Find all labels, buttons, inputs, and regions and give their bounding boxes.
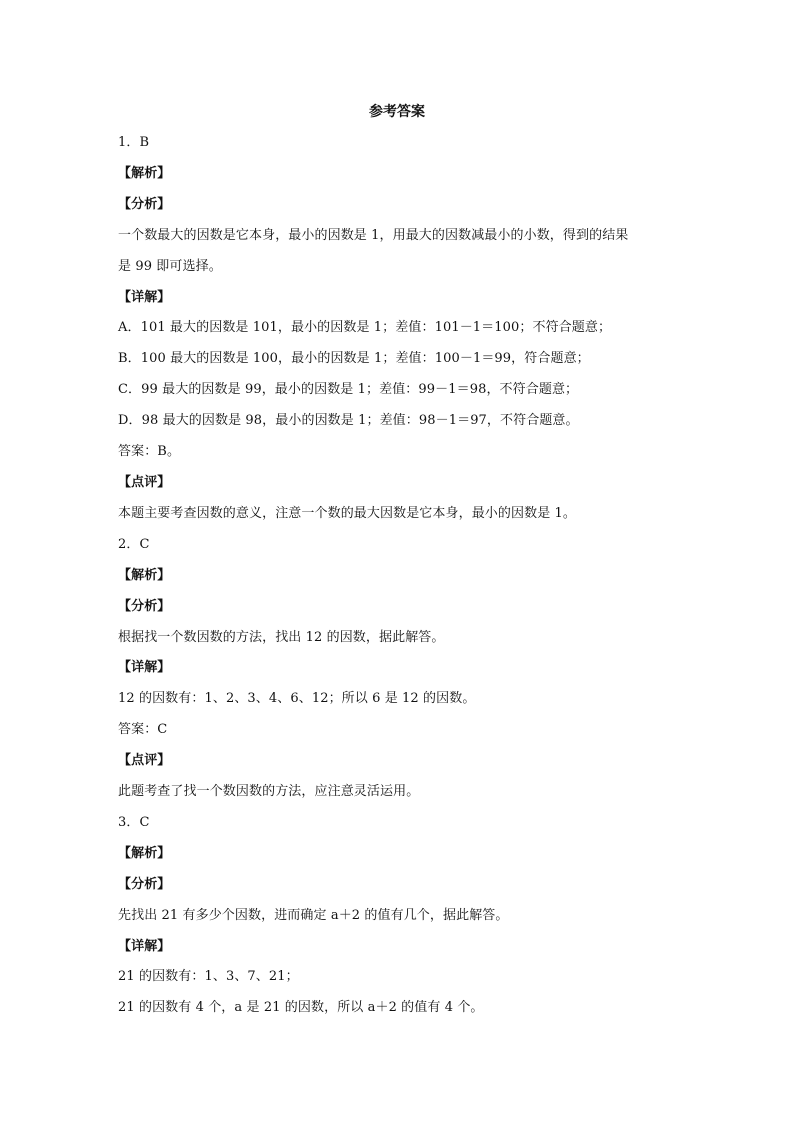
text-line: 根据找一个数因数的方法，找出 12 的因数，据此解答。 xyxy=(118,629,445,645)
text-line: A．101 最大的因数是 101，最小的因数是 1；差值：101－1＝100；不符合题意； xyxy=(118,320,612,336)
section-heading: 【点评】 xyxy=(118,753,171,769)
section-heading: 【分析】 xyxy=(118,196,171,212)
text-line: 12 的因数有：1、2、3、4、6、12；所以 6 是 12 的因数。 xyxy=(118,691,476,707)
text-line: 本题主要考查因数的意义，注意一个数的最大因数是它本身，最小的因数是 1。 xyxy=(118,505,577,521)
section-heading: 【解析】 xyxy=(118,165,171,181)
text-line: 一个数最大的因数是它本身，最小的因数是 1，用最大的因数减最小的小数，得到的结果 xyxy=(118,227,629,243)
section-heading: 【分析】 xyxy=(118,876,171,892)
text-line: 是 99 即可选择。 xyxy=(118,258,222,274)
answer-line: 1．B xyxy=(118,135,150,150)
text-line: 先找出 21 有多少个因数，进而确定 a＋2 的值有几个，据此解答。 xyxy=(118,907,509,923)
section-heading: 【点评】 xyxy=(118,474,171,490)
text-line: B．100 最大的因数是 100，最小的因数是 1；差值：100－1＝99，符合题意； xyxy=(118,351,590,367)
section-heading: 【详解】 xyxy=(118,289,171,305)
section-heading: 【详解】 xyxy=(118,660,171,676)
text-line: 答案：B。 xyxy=(118,444,181,460)
section-heading: 【分析】 xyxy=(118,598,171,614)
answer-line: 3．C xyxy=(118,814,150,830)
text-line: 21 的因数有：1、3、7、21； xyxy=(118,969,299,985)
text-line: D．98 最大的因数是 98，最小的因数是 1；差值：98－1＝97，不符合题意。 xyxy=(118,413,579,429)
section-heading: 【解析】 xyxy=(118,567,171,583)
answer-content xyxy=(118,128,683,1024)
text-line: 此题考查了找一个数因数的方法，应注意灵活运用。 xyxy=(118,784,420,800)
text-line: C．99 最大的因数是 99，最小的因数是 1；差值：99－1＝98，不符合题意； xyxy=(118,382,579,398)
answer-line: 2．C xyxy=(118,536,150,552)
text-line: 21 的因数有 4 个，a 是 21 的因数，所以 a＋2 的值有 4 个。 xyxy=(118,1000,484,1016)
page-title: 参考答案 xyxy=(369,104,425,120)
section-heading: 【详解】 xyxy=(118,938,171,954)
section-heading: 【解析】 xyxy=(118,845,171,861)
text-line: 答案：C xyxy=(118,722,168,738)
